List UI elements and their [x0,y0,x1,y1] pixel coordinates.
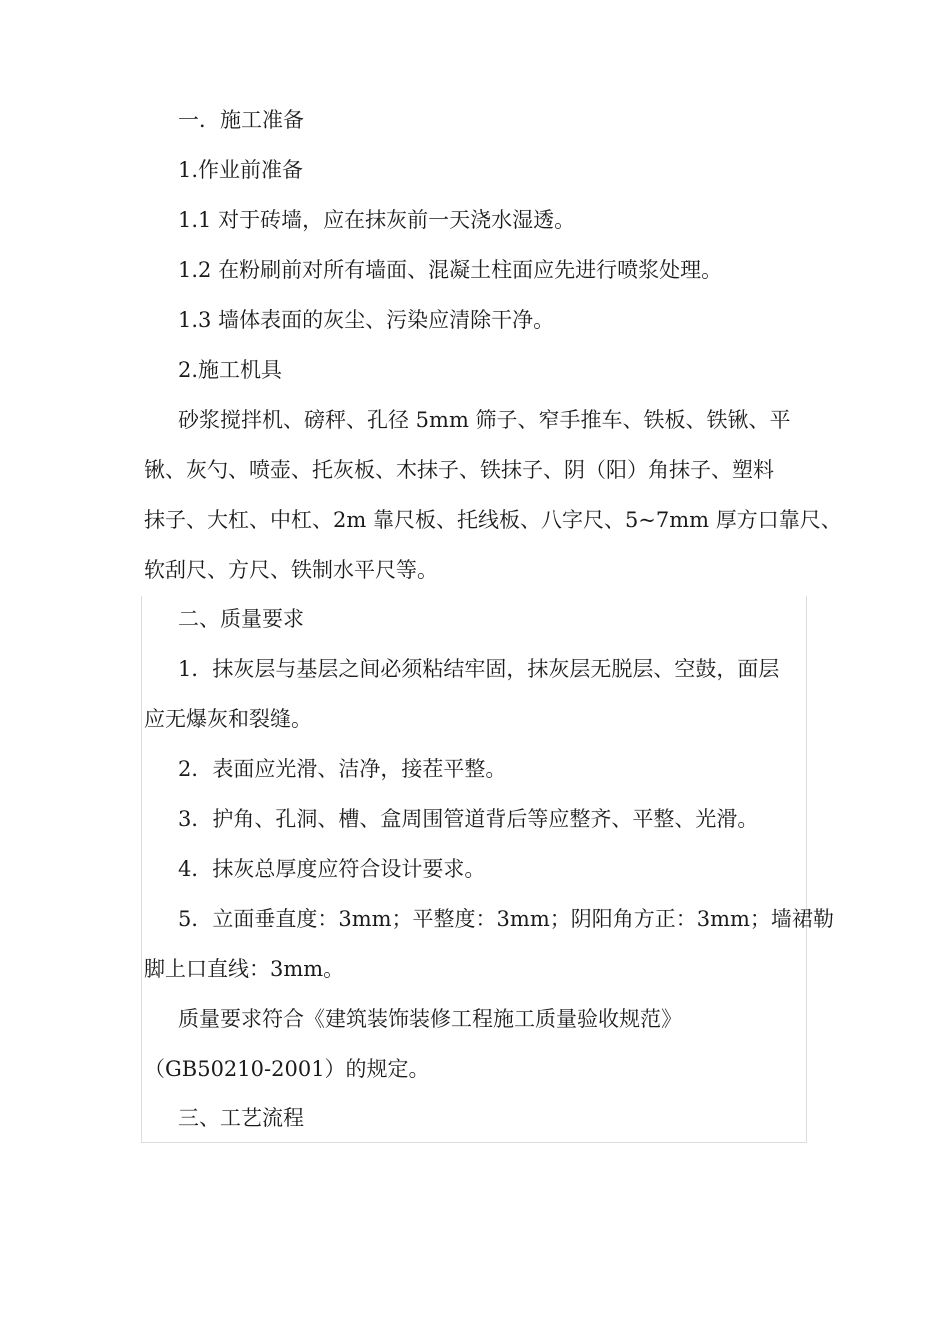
tools-line-2: 锹、灰勺、喷壶、托灰板、木抹子、铁抹子、阴（阳）角抹子、塑料 [144,458,774,482]
requirement-4: 4．抹灰总厚度应符合设计要求。 [178,857,486,881]
standard-line-1: 质量要求符合《建筑装饰装修工程施工质量验收规范》 [178,1007,682,1031]
requirement-2: 2．表面应光滑、洁净，接茬平整。 [178,757,507,781]
item-1-2: 1.2 在粉刷前对所有墙面、混凝土柱面应先进行喷浆处理。 [178,258,723,282]
section-heading-quality: 二、质量要求 [178,607,304,631]
subheading-pre-work: 1.作业前准备 [178,158,304,182]
item-1-1: 1.1 对于砖墙，应在抹灰前一天浇水湿透。 [178,208,576,232]
section-heading-preparation: 一．施工准备 [178,108,304,132]
requirement-5-line-2: 脚上口直线：3mm。 [144,957,345,981]
requirement-3: 3．护角、孔洞、槽、盒周围管道背后等应整齐、平整、光滑。 [178,807,759,831]
subheading-tools: 2.施工机具 [178,358,283,382]
tools-line-1: 砂浆搅拌机、磅秤、孔径 5mm 筛子、窄手推车、铁板、铁锹、平 [178,408,791,432]
standard-line-2: （GB50210-2001）的规定。 [144,1057,430,1081]
requirement-1-line-1: 1．抹灰层与基层之间必须粘结牢固，抹灰层无脱层、空鼓，面层 [178,657,780,681]
tools-line-4: 软刮尺、方尺、铁制水平尺等。 [144,558,438,582]
section-heading-process-flow: 三、工艺流程 [178,1106,304,1130]
tools-line-3: 抹子、大杠、中杠、2m 靠尺板、托线板、八字尺、5~7mm 厚方口靠尺、 [144,508,842,532]
requirement-5-line-1: 5．立面垂直度：3mm；平整度：3mm；阴阳角方正：3mm；墙裙勒 [178,907,834,931]
requirement-1-line-2: 应无爆灰和裂缝。 [144,707,312,731]
item-1-3: 1.3 墙体表面的灰尘、污染应清除干净。 [178,308,555,332]
